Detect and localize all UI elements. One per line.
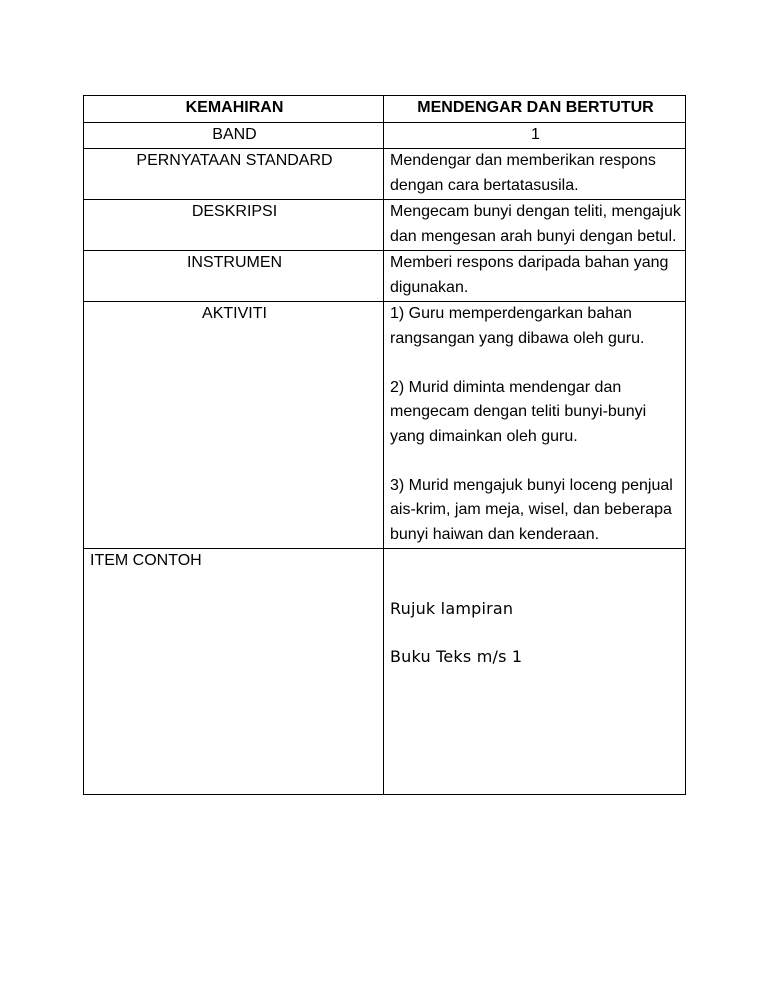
rubric-document [83, 95, 685, 795]
table-row-activity [84, 302, 686, 549]
table-row-description [84, 200, 686, 251]
reference-textbook-page: Buku Teks m/s 1 [390, 646, 523, 666]
table-row-standard [84, 149, 686, 200]
band-value: 1 [384, 122, 686, 149]
band-label: BAND [84, 122, 384, 149]
description-value: Mengecam bunyi dengan teliti, mengajuk dan mengesan arah bunyi dengan betul. [384, 200, 686, 251]
standard-value: Mendengar dan memberikan respons dengan cara bertatasusila. [384, 149, 686, 200]
reference-attachment: Rujuk lampiran [390, 599, 514, 618]
sample-item-value [384, 549, 686, 795]
standard-label: PERNYATAAN STANDARD [84, 149, 384, 200]
rubric-table [83, 95, 686, 795]
header-skill-label: KEMAHIRAN [84, 96, 384, 123]
activity-value [384, 302, 686, 549]
activity-step-1: 1) Guru memperdengarkan bahan rangsangan yang dibawa oleh guru. [390, 305, 645, 347]
table-row-band [84, 122, 686, 149]
table-row-instrument [84, 251, 686, 302]
activity-step-3: 3) Murid mengajuk bunyi loceng penjual ais-krim, jam meja, wisel, dan beberapa bunyi haiwan dan kenderaan. [390, 476, 673, 543]
instrument-value: Memberi respons daripada bahan yang digunakan. [384, 251, 686, 302]
table-row-sample-item [84, 549, 686, 795]
instrument-label: INSTRUMEN [84, 251, 384, 302]
sample-item-label: ITEM CONTOH [84, 549, 384, 795]
activity-label: AKTIVITI [84, 302, 384, 549]
header-skill-value: MENDENGAR DAN BERTUTUR [384, 96, 686, 123]
activity-step-2: 2) Murid diminta mendengar dan mengecam dengan teliti bunyi-bunyi yang dimainkan oleh guru. [390, 378, 647, 445]
table-header-row [84, 96, 686, 123]
description-label: DESKRIPSI [84, 200, 384, 251]
